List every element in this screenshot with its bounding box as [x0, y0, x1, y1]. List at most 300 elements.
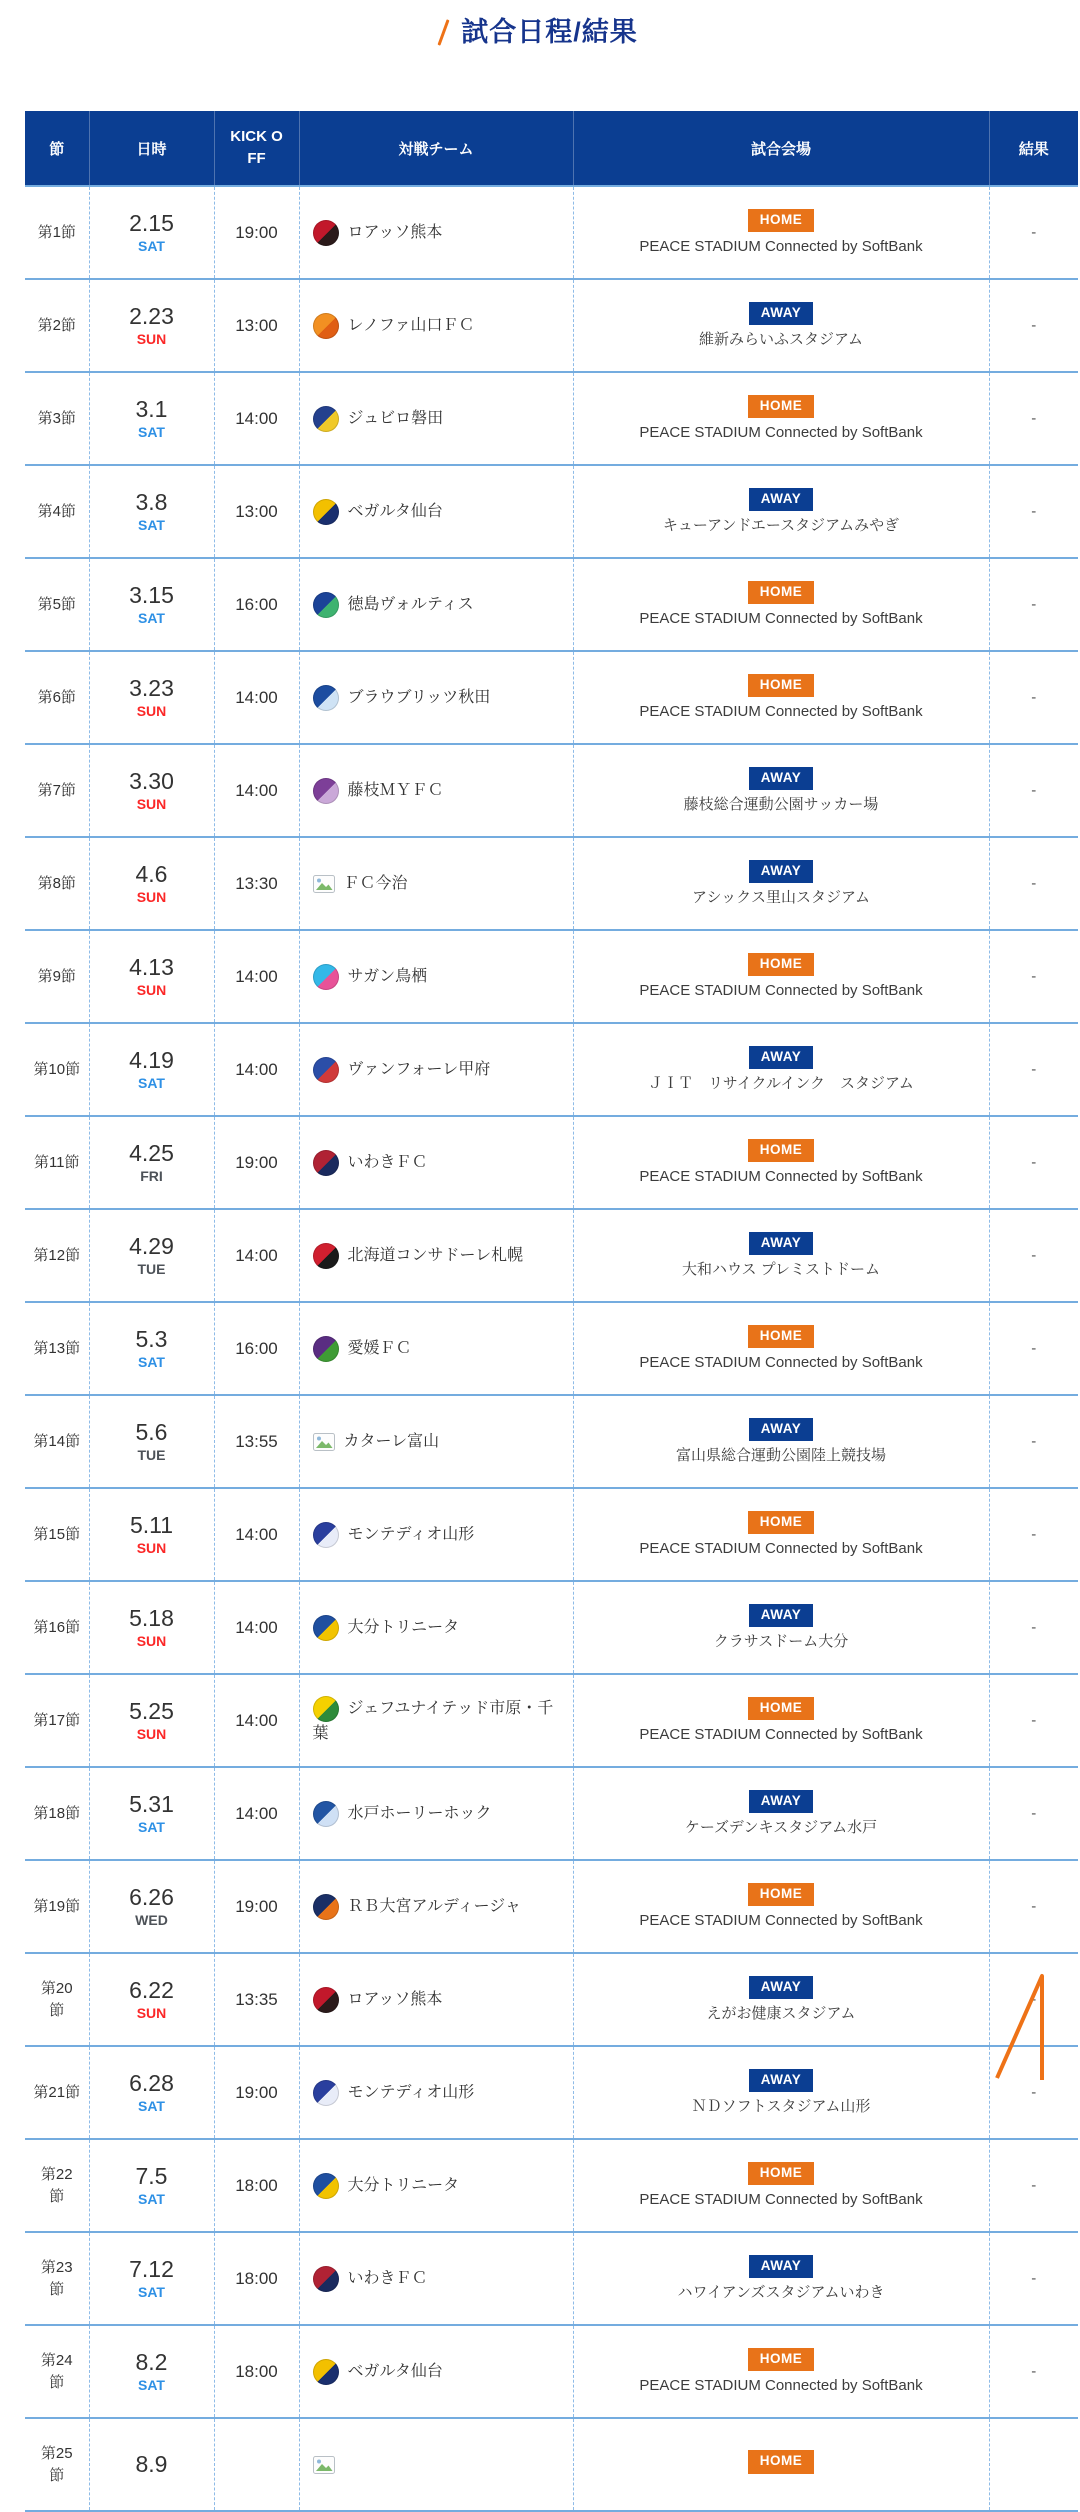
kickoff-cell — [214, 744, 299, 837]
kickoff-time: 14:00 — [235, 1617, 278, 1637]
day-of-week-label: SAT — [138, 516, 165, 533]
venue-name: ＪＩＴ リサイクルインク スタジアム — [648, 1074, 914, 1092]
venue-name: PEACE STADIUM Connected by SoftBank — [639, 1353, 923, 1371]
round-cell — [25, 279, 89, 372]
round-cell — [25, 1953, 89, 2046]
day-of-week-label: WED — [135, 1911, 168, 1928]
venue-name: 大和ハウス プレミストドーム — [681, 1260, 881, 1278]
match-row — [25, 558, 1078, 651]
date-value: 7.5 — [135, 2163, 168, 2190]
result-cell — [989, 744, 1078, 837]
vegalta-sendai-logo — [313, 499, 339, 525]
venue-name: PEACE STADIUM Connected by SoftBank — [639, 2376, 923, 2394]
team-cell — [299, 1302, 573, 1395]
result-cell — [989, 1023, 1078, 1116]
venue-cell — [573, 837, 989, 930]
round-label: 第5節 — [37, 595, 76, 613]
header-row — [25, 111, 1078, 186]
result-cell — [989, 930, 1078, 1023]
team-cell — [299, 1395, 573, 1488]
result-value: - — [1031, 223, 1037, 241]
kickoff-cell — [214, 2046, 299, 2139]
kickoff-cell — [214, 651, 299, 744]
venue-name: PEACE STADIUM Connected by SoftBank — [639, 237, 923, 255]
oita-trinita-logo — [313, 2173, 339, 2199]
schedule-table-header — [25, 111, 1078, 186]
venue-cell — [573, 2232, 989, 2325]
round-label: 第23 節 — [40, 2258, 73, 2298]
round-cell — [25, 558, 89, 651]
team-name: ベガルタ仙台 — [347, 2362, 443, 2380]
match-row — [25, 465, 1078, 558]
date-value: 5.6 — [135, 1419, 168, 1446]
team-name: ジェフユナイテッド市原・千葉 — [312, 1700, 554, 1742]
away-badge: AWAY — [749, 767, 814, 790]
result-value: - — [1031, 967, 1037, 985]
home-badge: HOME — [748, 1697, 815, 1720]
team-cell — [299, 1209, 573, 1302]
round-label: 第7節 — [37, 781, 76, 799]
mito-hollyhock-logo — [313, 1801, 339, 1827]
iwaki-fc-logo — [313, 1150, 339, 1176]
result-cell — [989, 558, 1078, 651]
round-cell — [25, 372, 89, 465]
blaublitz-akita-logo — [313, 685, 339, 711]
kickoff-time: 14:00 — [235, 408, 278, 428]
result-cell — [989, 651, 1078, 744]
team-cell — [299, 372, 573, 465]
away-badge: AWAY — [749, 2255, 814, 2278]
round-label: 第8節 — [37, 874, 76, 892]
team-name: ＲＢ大宮アルディージャ — [347, 1897, 521, 1915]
round-cell — [25, 837, 89, 930]
result-value: - — [1031, 1339, 1037, 1357]
result-cell — [989, 1674, 1078, 1767]
date-cell — [89, 1767, 214, 1860]
result-cell — [989, 372, 1078, 465]
venue-cell — [573, 186, 989, 279]
kickoff-cell — [214, 465, 299, 558]
result-value: - — [1031, 2083, 1037, 2101]
round-label: 第24 節 — [40, 2351, 73, 2391]
team-name: いわきＦＣ — [347, 2269, 428, 2287]
day-of-week-label: SUN — [136, 1725, 167, 1742]
team-name: 北海道コンサドーレ札幌 — [347, 1246, 524, 1264]
round-cell — [25, 1488, 89, 1581]
montedio-yamagata-logo — [313, 1522, 339, 1548]
venue-cell — [573, 1302, 989, 1395]
date-cell — [89, 744, 214, 837]
kickoff-time: 14:00 — [235, 780, 278, 800]
ehime-fc-logo — [313, 1336, 339, 1362]
result-cell — [989, 1488, 1078, 1581]
team-cell — [299, 279, 573, 372]
vegalta-sendai-logo — [313, 2359, 339, 2385]
kickoff-time: 13:30 — [235, 873, 278, 893]
date-value: 3.8 — [135, 489, 168, 516]
team-name: ロアッソ熊本 — [347, 223, 443, 241]
montedio-yamagata-logo — [313, 2080, 339, 2106]
kickoff-cell — [214, 1209, 299, 1302]
team-name: 大分トリニータ — [347, 2176, 460, 2194]
venue-cell — [573, 558, 989, 651]
team-name: ベガルタ仙台 — [347, 502, 443, 520]
round-cell — [25, 2418, 89, 2511]
result-cell — [989, 2325, 1078, 2418]
result-value: - — [1031, 1990, 1037, 2008]
team-cell — [299, 186, 573, 279]
round-label: 第6節 — [37, 688, 76, 706]
home-badge: HOME — [748, 2450, 815, 2473]
match-row — [25, 1488, 1078, 1581]
round-label: 第13節 — [33, 1339, 81, 1357]
kickoff-cell — [214, 558, 299, 651]
result-cell — [989, 837, 1078, 930]
renofa-yamaguchi-logo — [313, 313, 339, 339]
result-value: - — [1031, 874, 1037, 892]
venue-cell — [573, 1023, 989, 1116]
team-name: ブラウブリッツ秋田 — [347, 688, 491, 706]
match-row — [25, 1395, 1078, 1488]
kickoff-time: 14:00 — [235, 1803, 278, 1823]
day-of-week-label: SAT — [138, 2376, 165, 2393]
result-value: - — [1031, 1060, 1037, 1078]
result-cell — [989, 279, 1078, 372]
round-cell — [25, 1302, 89, 1395]
venue-cell — [573, 651, 989, 744]
result-value: - — [1031, 2176, 1037, 2194]
date-value: 8.2 — [135, 2349, 168, 2376]
team-name: 大分トリニータ — [347, 1618, 460, 1636]
venue-cell — [573, 1767, 989, 1860]
round-cell — [25, 1674, 89, 1767]
round-label: 第3節 — [37, 409, 76, 427]
result-value: - — [1031, 1711, 1037, 1729]
away-badge: AWAY — [749, 1232, 814, 1255]
date-cell — [89, 837, 214, 930]
date-cell — [89, 1023, 214, 1116]
result-cell — [989, 1581, 1078, 1674]
date-value: 5.31 — [129, 1791, 174, 1818]
result-cell — [989, 1860, 1078, 1953]
venue-cell — [573, 372, 989, 465]
day-of-week-label: SAT — [138, 2190, 165, 2207]
page-top-arrow-icon[interactable] — [995, 1970, 1051, 2080]
broken-image-icon — [313, 875, 335, 893]
date-value: 3.30 — [129, 768, 174, 795]
kickoff-time: 19:00 — [235, 1896, 278, 1916]
round-label: 第16節 — [33, 1618, 81, 1636]
day-of-week-label: TUE — [137, 1260, 166, 1277]
kickoff-time: 18:00 — [235, 2175, 278, 2195]
jef-united-logo — [313, 1696, 339, 1722]
day-of-week-label: SUN — [136, 2004, 167, 2021]
round-label: 第15節 — [33, 1525, 81, 1543]
roasso-kumamoto-logo — [313, 1987, 339, 2013]
away-badge: AWAY — [749, 1976, 814, 1999]
day-of-week-label: SAT — [138, 423, 165, 440]
round-label: 第18節 — [33, 1804, 81, 1822]
date-cell — [89, 465, 214, 558]
venue-name: ＮＤソフトスタジアム山形 — [691, 2097, 871, 2115]
date-value: 3.23 — [129, 675, 174, 702]
away-badge: AWAY — [749, 488, 814, 511]
day-of-week-label: SAT — [138, 2283, 165, 2300]
day-of-week-label: SAT — [138, 237, 165, 254]
result-value: - — [1031, 688, 1037, 706]
round-cell — [25, 1581, 89, 1674]
slash-icon — [438, 19, 450, 45]
column-header: KICK OFF — [214, 111, 299, 186]
kickoff-time: 19:00 — [235, 2082, 278, 2102]
team-name: サガン鳥栖 — [347, 967, 428, 985]
round-cell — [25, 1767, 89, 1860]
match-schedule-page — [0, 14, 1080, 2512]
result-cell — [989, 1209, 1078, 1302]
result-value: - — [1031, 1897, 1037, 1915]
date-cell — [89, 1674, 214, 1767]
result-cell — [989, 2418, 1078, 2511]
date-cell — [89, 651, 214, 744]
date-value: 4.6 — [135, 861, 168, 888]
team-name: カターレ富山 — [343, 1432, 440, 1450]
venue-name: PEACE STADIUM Connected by SoftBank — [639, 1167, 923, 1185]
team-name: ＦＣ今治 — [343, 874, 408, 892]
day-of-week-label: SUN — [136, 702, 167, 719]
venue-cell — [573, 2418, 989, 2511]
date-value: 5.11 — [129, 1512, 174, 1539]
result-cell — [989, 465, 1078, 558]
day-of-week-label: SUN — [136, 888, 167, 905]
result-value: - — [1031, 316, 1037, 334]
day-of-week-label: SAT — [138, 1353, 165, 1370]
home-badge: HOME — [748, 2162, 815, 2185]
sagan-tosu-logo — [313, 964, 339, 990]
kickoff-cell — [214, 186, 299, 279]
team-name: 水戸ホーリーホック — [347, 1804, 492, 1822]
home-badge: HOME — [748, 2348, 815, 2371]
date-value: 7.12 — [129, 2256, 174, 2283]
venue-name: PEACE STADIUM Connected by SoftBank — [639, 1911, 923, 1929]
match-row — [25, 651, 1078, 744]
match-row — [25, 2139, 1078, 2232]
date-value: 4.29 — [129, 1233, 174, 1260]
date-cell — [89, 2139, 214, 2232]
kickoff-time: 13:55 — [235, 1431, 278, 1451]
result-value: - — [1031, 1432, 1037, 1450]
match-row — [25, 2418, 1078, 2511]
team-name: 藤枝ＭＹＦＣ — [347, 781, 444, 799]
venue-cell — [573, 1953, 989, 2046]
match-row — [25, 1581, 1078, 1674]
venue-cell — [573, 930, 989, 1023]
team-name: ジュビロ磐田 — [347, 409, 444, 427]
home-badge: HOME — [748, 1883, 815, 1906]
venue-cell — [573, 1395, 989, 1488]
team-name: 愛媛ＦＣ — [347, 1339, 412, 1357]
team-name: ロアッソ熊本 — [347, 1990, 443, 2008]
day-of-week-label: SUN — [136, 1539, 167, 1556]
team-cell — [299, 1860, 573, 1953]
venue-name: 富山県総合運動公園陸上競技場 — [675, 1446, 886, 1464]
venue-name: PEACE STADIUM Connected by SoftBank — [639, 981, 923, 999]
kickoff-time: 16:00 — [235, 594, 278, 614]
team-cell — [299, 1953, 573, 2046]
match-row — [25, 1023, 1078, 1116]
round-label: 第10節 — [33, 1060, 81, 1078]
date-value: 6.26 — [129, 1884, 174, 1911]
kickoff-time: 19:00 — [235, 222, 278, 242]
team-cell — [299, 2325, 573, 2418]
date-value: 4.25 — [129, 1140, 174, 1167]
date-cell — [89, 1953, 214, 2046]
match-row — [25, 837, 1078, 930]
date-cell — [89, 1488, 214, 1581]
date-cell — [89, 558, 214, 651]
away-badge: AWAY — [749, 860, 814, 883]
venue-name: PEACE STADIUM Connected by SoftBank — [639, 609, 923, 627]
round-cell — [25, 2046, 89, 2139]
kickoff-time: 18:00 — [235, 2268, 278, 2288]
team-cell — [299, 2046, 573, 2139]
kickoff-cell — [214, 1023, 299, 1116]
date-cell — [89, 186, 214, 279]
kickoff-time: 13:00 — [235, 501, 278, 521]
kickoff-time: 19:00 — [235, 1152, 278, 1172]
venue-name: PEACE STADIUM Connected by SoftBank — [639, 2190, 923, 2208]
column-header: 結果 — [989, 111, 1078, 186]
team-cell — [299, 2139, 573, 2232]
round-label: 第25 節 — [40, 2444, 73, 2484]
away-badge: AWAY — [749, 1046, 814, 1069]
match-row — [25, 186, 1078, 279]
team-cell — [299, 837, 573, 930]
result-cell — [989, 186, 1078, 279]
team-cell — [299, 1116, 573, 1209]
iwaki-fc-logo — [313, 2266, 339, 2292]
away-badge: AWAY — [749, 1790, 814, 1813]
result-cell — [989, 1116, 1078, 1209]
day-of-week-label: SAT — [138, 1074, 165, 1091]
date-cell — [89, 930, 214, 1023]
page-title-text: 試合日程/結果 — [461, 17, 638, 47]
team-name: 徳島ヴォルティス — [347, 595, 474, 613]
team-cell — [299, 744, 573, 837]
team-cell — [299, 651, 573, 744]
match-row — [25, 279, 1078, 372]
home-badge: HOME — [748, 395, 815, 418]
kickoff-time: 14:00 — [235, 1710, 278, 1730]
round-label: 第2節 — [37, 316, 76, 334]
team-cell — [299, 558, 573, 651]
result-cell — [989, 2232, 1078, 2325]
round-cell — [25, 930, 89, 1023]
kickoff-cell — [214, 1953, 299, 2046]
fujieda-myfc-logo — [313, 778, 339, 804]
result-value: - — [1031, 1246, 1037, 1264]
venue-cell — [573, 2046, 989, 2139]
kickoff-cell — [214, 1302, 299, 1395]
date-cell — [89, 2232, 214, 2325]
home-badge: HOME — [748, 581, 815, 604]
oita-trinita-logo — [313, 1615, 339, 1641]
column-header: 節 — [25, 111, 89, 186]
result-cell — [989, 1302, 1078, 1395]
away-badge: AWAY — [749, 1604, 814, 1627]
kickoff-time: 14:00 — [235, 1524, 278, 1544]
match-row — [25, 1116, 1078, 1209]
round-cell — [25, 1860, 89, 1953]
match-row — [25, 2232, 1078, 2325]
result-value: - — [1031, 1525, 1037, 1543]
day-of-week-label: SAT — [138, 1818, 165, 1835]
venue-name: ケーズデンキスタジアム水戸 — [684, 1818, 878, 1836]
broken-image-icon — [313, 1433, 335, 1451]
broken-image-icon — [313, 2456, 335, 2474]
venue-name: 維新みらいふスタジアム — [699, 330, 863, 348]
schedule-table-body — [25, 186, 1078, 2511]
round-label: 第17節 — [33, 1711, 81, 1729]
team-cell — [299, 1767, 573, 1860]
match-row — [25, 1767, 1078, 1860]
venue-name: PEACE STADIUM Connected by SoftBank — [639, 423, 923, 441]
result-value: - — [1031, 2269, 1037, 2287]
date-value: 2.23 — [129, 303, 174, 330]
day-of-week-label: SUN — [136, 981, 167, 998]
date-value: 4.13 — [129, 954, 174, 981]
result-value: - — [1031, 1153, 1037, 1171]
kickoff-cell — [214, 1395, 299, 1488]
kickoff-cell — [214, 1674, 299, 1767]
date-value: 3.15 — [129, 582, 174, 609]
kickoff-time: 14:00 — [235, 1059, 278, 1079]
result-cell — [989, 1767, 1078, 1860]
result-value: - — [1031, 409, 1037, 427]
home-badge: HOME — [748, 1139, 815, 1162]
tokushima-vortis-logo — [313, 592, 339, 618]
kickoff-cell — [214, 1767, 299, 1860]
kickoff-time: 16:00 — [235, 1338, 278, 1358]
home-badge: HOME — [748, 209, 815, 232]
venue-cell — [573, 465, 989, 558]
date-value: 5.3 — [135, 1326, 168, 1353]
match-row — [25, 1860, 1078, 1953]
result-cell — [989, 1395, 1078, 1488]
venue-cell — [573, 1209, 989, 1302]
date-cell — [89, 279, 214, 372]
day-of-week-label: TUE — [137, 1446, 166, 1463]
home-badge: HOME — [748, 674, 815, 697]
venue-name: アシックス里山スタジアム — [692, 888, 870, 906]
kickoff-time: 14:00 — [235, 687, 278, 707]
round-label: 第22 節 — [40, 2165, 73, 2205]
date-value: 6.28 — [129, 2070, 174, 2097]
kickoff-cell — [214, 2418, 299, 2511]
date-cell — [89, 1302, 214, 1395]
venue-cell — [573, 1116, 989, 1209]
day-of-week-label: FRI — [140, 1167, 163, 1184]
date-value: 5.18 — [129, 1605, 174, 1632]
result-value: - — [1031, 502, 1037, 520]
round-cell — [25, 651, 89, 744]
match-row — [25, 930, 1078, 1023]
round-label: 第21節 — [33, 2083, 81, 2101]
date-value: 5.25 — [129, 1698, 174, 1725]
kickoff-time: 14:00 — [235, 966, 278, 986]
day-of-week-label: SUN — [136, 1632, 167, 1649]
result-value: - — [1031, 2362, 1037, 2380]
round-cell — [25, 186, 89, 279]
